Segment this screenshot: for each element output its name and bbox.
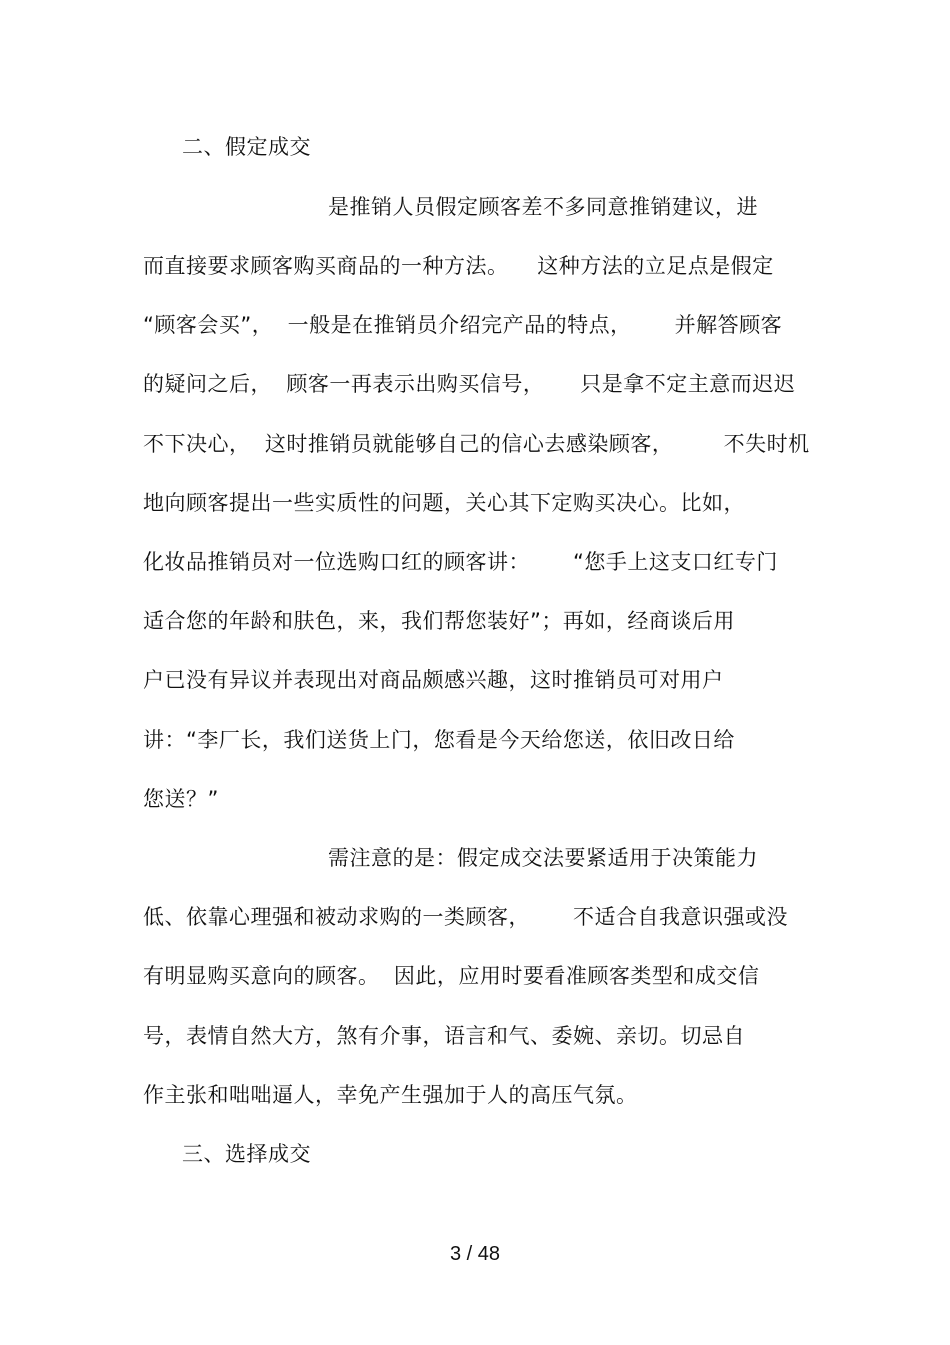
paragraph-line: 讲：“李厂长，我们送货上门，您看是今天给您送，依旧改日给 [143,728,735,752]
page-number: 3 / 48 [449,1243,501,1265]
paragraph-line: 化妆品推销员对一位选购口红的顾客讲： “您手上这支口红专门 [143,550,778,574]
paragraph-line: 的疑问之后， 顾客一再表示出购买信号， 只是拿不定主意而迟迟 [143,372,796,396]
paragraph-line: 有明显购买意向的顾客。 因此，应用时要看准顾客类型和成交信 [143,964,760,988]
paragraph-line: 是推销人员假定顾客差不多同意推销建议，进 [328,195,758,219]
paragraph-line: 不下决心， 这时推销员就能够自己的信心去感染顾客， 不失时机 [143,432,810,456]
paragraph-line: 号，表情自然大方，煞有介事，语言和气、委婉、亲切。切忌自 [143,1024,745,1048]
section-heading-2: 二、假定成交 [182,135,311,159]
paragraph-line: 需注意的是：假定成交法要紧适用于决策能力 [328,846,758,870]
paragraph-line: 作主张和咄咄逼人，幸免产生强加于人的高压气氛。 [143,1083,638,1107]
paragraph-line: “顾客会买”， 一般是在推销员介绍完产品的特点， 并解答顾客 [143,313,783,337]
paragraph-line: 低、依靠心理强和被动求购的一类顾客， 不适合自我意识强或没 [143,905,789,929]
paragraph-line: 适合您的年龄和肤色，来，我们帮您装好”；再如，经商谈后用 [143,609,735,633]
section-heading-3: 三、选择成交 [182,1142,311,1166]
paragraph-line: 而直接要求顾客购买商品的一种方法。 这种方法的立足点是假定 [143,254,774,278]
paragraph-line: 您送？” [143,787,219,811]
paragraph-line: 户已没有异议并表现出对商品颇感兴趣，这时推销员可对用户 [143,668,724,692]
paragraph-line: 地向顾客提出一些实质性的问题，关心其下定购买决心。比如， [143,491,745,515]
